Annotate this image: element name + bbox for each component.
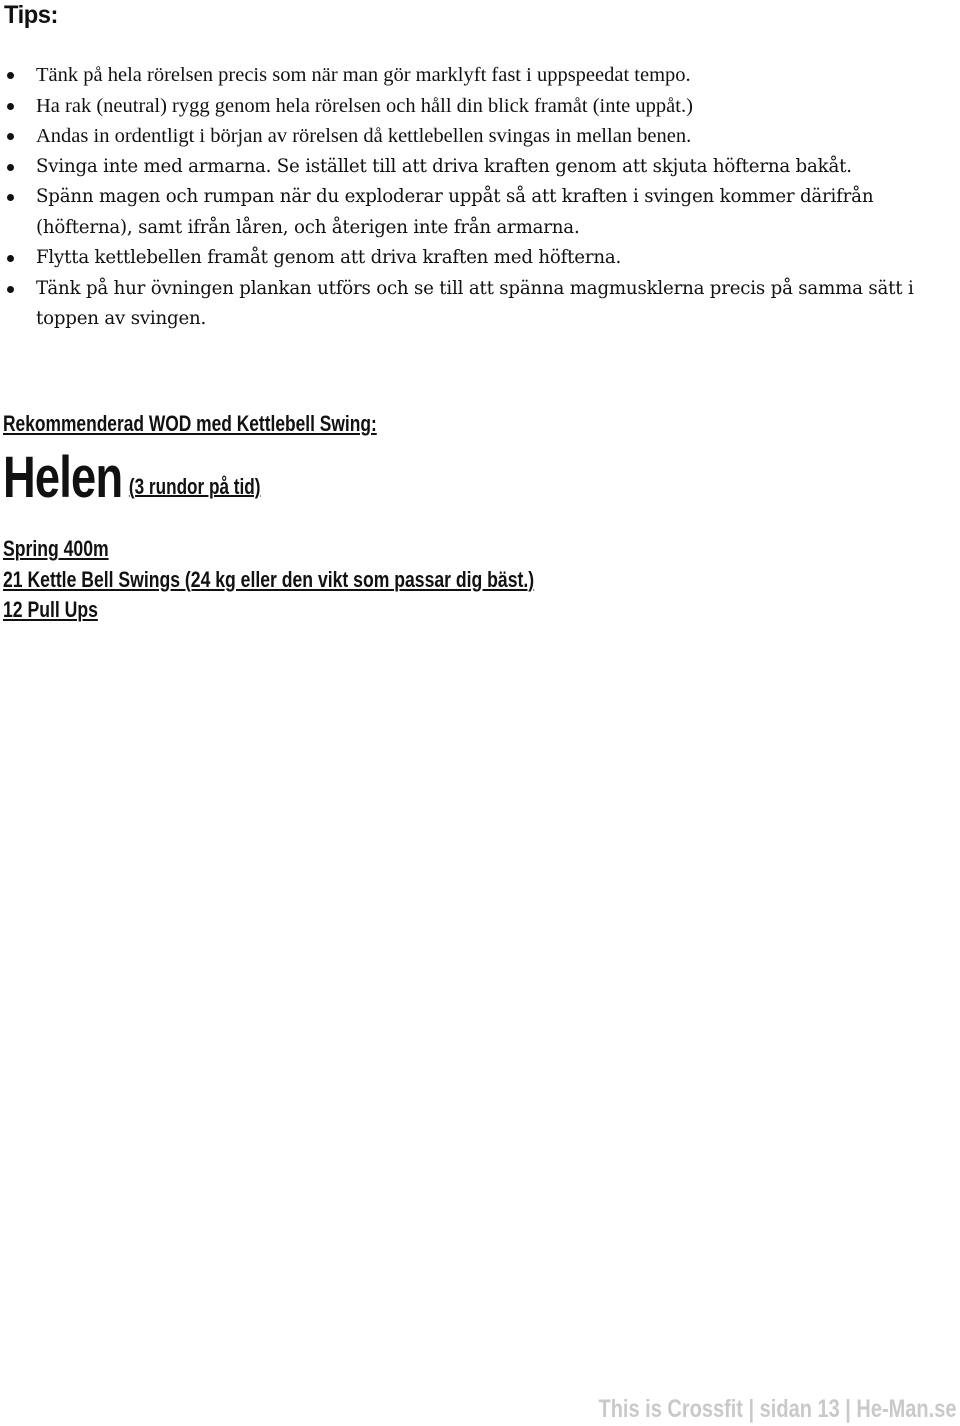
bullet-icon [7,286,14,293]
tips-list [0,60,930,335]
wod-name: Helen [3,445,123,510]
tip-text: Spänn magen och rumpan när du exploderar uppåt så att kraften i svingen kommer därifrån (höfterna), samt ifrån låren, och återigen inte från armarna. [36,186,874,238]
tip-text: Ha rak (neutral) rygg genom hela rörelsen och håll din blick framåt (inte uppåt.) [36,94,693,117]
wod-title [3,445,261,523]
wod-subtitle: (3 rundor på tid) [128,474,261,499]
tip-text: Tänk på hela rörelsen precis som när man gör marklyft fast i uppspeedat tempo. [36,64,691,86]
wod-exercise: Spring 400m [3,536,109,561]
wod-exercise: 12 Pull Ups [3,597,98,622]
tip-text: Tänk på hur övningen plankan utförs och se till att spänna magmusklerna precis på samma sätt i toppen av svingen. [36,277,914,329]
page-footer: This is Crossfit | sidan 13 | He-Man.se [598,1395,956,1423]
tip-text: Andas in ordentligt i början av rörelsen då kettlebellen svingas in mellan benen. [36,125,692,147]
tip-text: Svinga inte med armarna. Se istället till att driva kraften genom att skjuta höfterna bakåt. [36,155,852,177]
tips-heading: Tips: [4,1,58,29]
wod-heading: Rekommenderad WOD med Kettlebell Swing: [3,411,377,436]
list-item [0,274,930,335]
list-item [0,60,930,91]
list-item [0,91,930,122]
list-item [0,182,930,243]
bullet-icon [7,164,14,171]
list-item [0,243,930,274]
bullet-icon [7,255,14,262]
list-item [0,152,930,183]
bullet-icon [7,103,14,110]
bullet-icon [7,72,14,79]
list-item [0,121,930,152]
bullet-icon [7,133,14,140]
wod-exercise: 21 Kettle Bell Swings (24 kg eller den vikt som passar dig bäst.) [3,566,535,592]
bullet-icon [7,194,14,201]
tip-text: Flytta kettlebellen framåt genom att driva kraften med höfterna. [36,247,622,268]
wod-exercise-list [3,534,534,626]
